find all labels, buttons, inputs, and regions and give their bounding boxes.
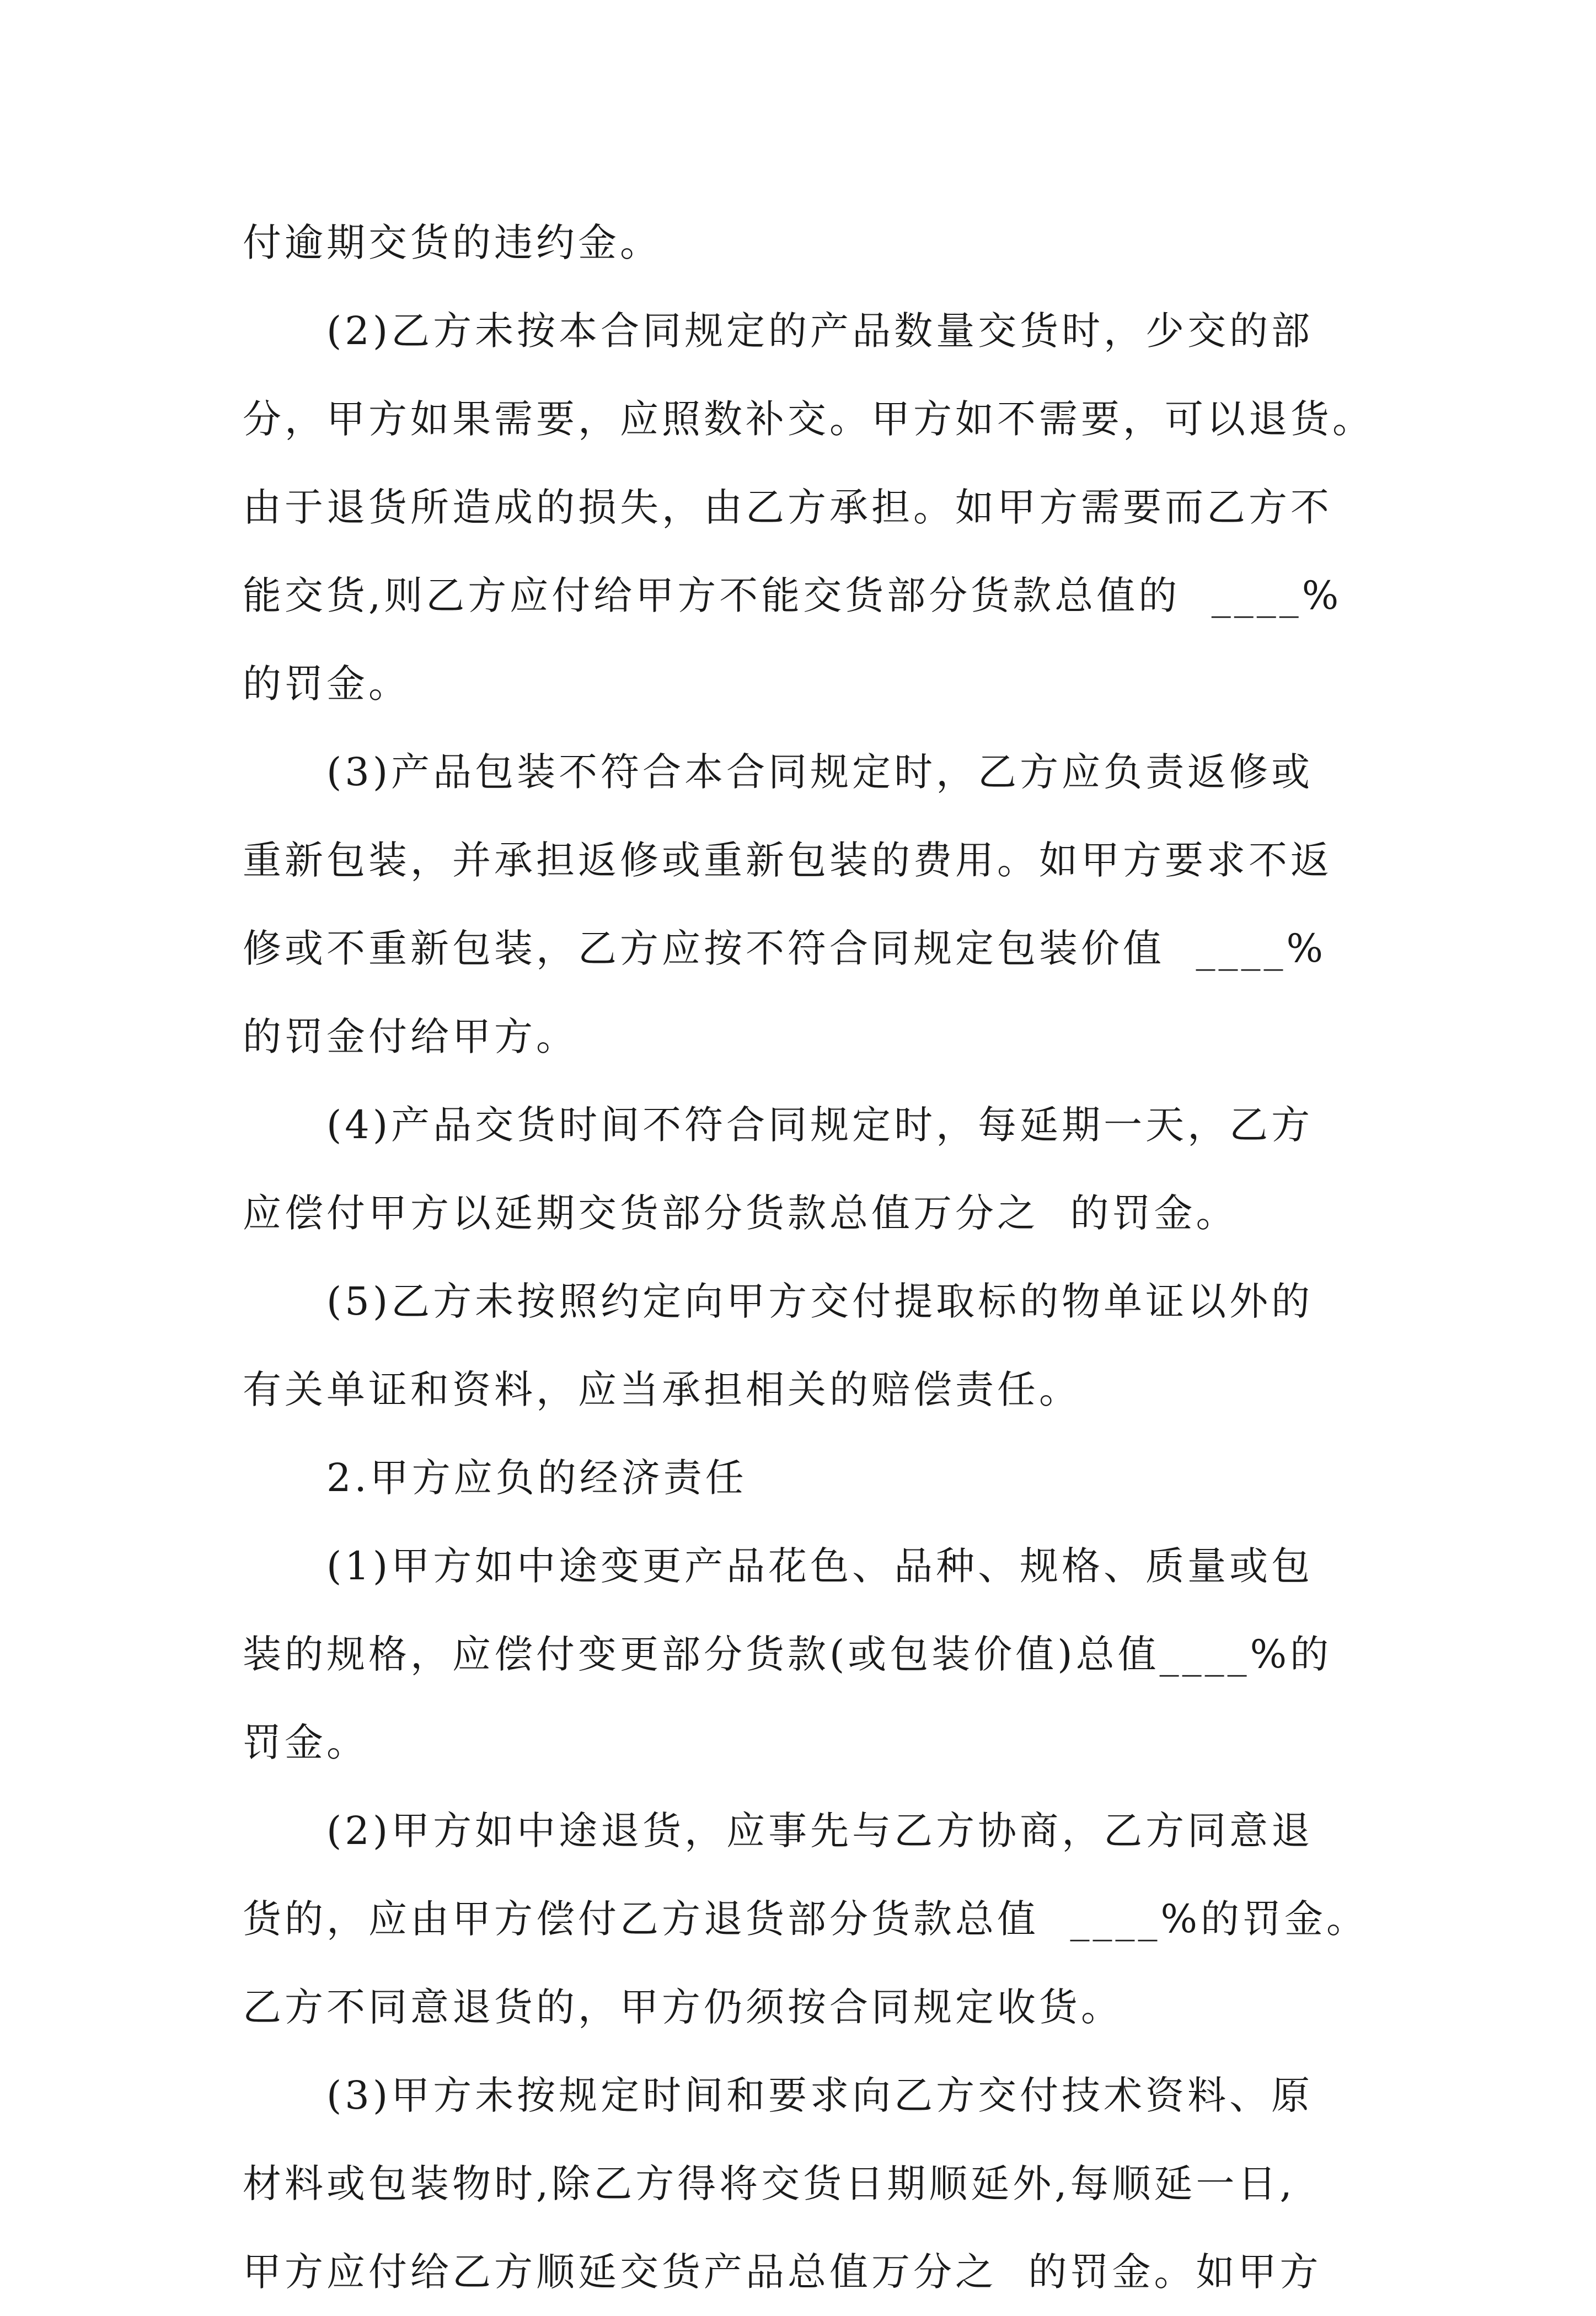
text-line: 由于退货所造成的损失，由乙方承担。如甲方需要而乙方不 [243, 485, 1332, 530]
text-line: (3)产品包装不符合本合同规定时，乙方应负责返修或 [326, 749, 1314, 795]
text-line: 分，甲方如果需要，应照数补交。甲方如不需要，可以退货。 [243, 396, 1374, 442]
paragraph-seller-quantity-shortfall [243, 287, 1373, 728]
section-heading-buyer-liability [243, 1434, 1373, 1522]
text-line: (1)甲方如中途变更产品花色、品种、规格、质量或包 [326, 1543, 1314, 1589]
paragraph-seller-late-delivery [243, 1081, 1373, 1257]
text-line: 甲方应付给乙方顺延交货产品总值万分之 的罚金。如甲方 [243, 2249, 1322, 2294]
document-body [243, 199, 1373, 2316]
text-line: 乙方不同意退货的，甲方仍须按合同规定收货。 [243, 1985, 1123, 2030]
text-line: 修或不重新包装，乙方应按不符合同规定包装价值 ____% [243, 926, 1327, 971]
paragraph-buyer-change-specs [243, 1522, 1373, 1787]
text-line: 的罚金。 [243, 661, 410, 706]
paragraph-continuation [243, 199, 1373, 287]
text-line: (4)产品交货时间不符合同规定时，每延期一天，乙方 [326, 1102, 1314, 1148]
text-line: 货的，应由甲方偿付乙方退货部分货款总值 ____%的罚金。 [243, 1896, 1369, 1942]
paragraph-buyer-return [243, 1787, 1373, 2051]
text-line: 罚金。 [243, 1720, 368, 1765]
text-line: 材料或包装物时,除乙方得将交货日期顺延外,每顺延一日, [243, 2161, 1295, 2206]
paragraph-seller-packaging [243, 728, 1373, 1081]
text-line: 的罚金付给甲方。 [243, 1014, 578, 1059]
paragraph-buyer-materials [243, 2051, 1373, 2316]
text-line: 有关单证和资料，应当承担相关的赔偿责任。 [243, 1367, 1081, 1412]
text-line: (2)乙方未按本合同规定的产品数量交货时，少交的部 [326, 308, 1314, 353]
text-line: 重新包装，并承担返修或重新包装的费用。如甲方要求不返 [243, 838, 1332, 883]
text-line: 能交货,则乙方应付给甲方不能交货部分货款总值的 ____% [243, 573, 1342, 618]
text-line: 付逾期交货的违约金。 [243, 220, 662, 265]
paragraph-seller-documents [243, 1257, 1373, 1434]
text-line: 应偿付甲方以延期交货部分货款总值万分之 的罚金。 [243, 1191, 1238, 1236]
text-line: (3)甲方未按规定时间和要求向乙方交付技术资料、原 [326, 2073, 1314, 2118]
text-line: (2)甲方如中途退货，应事先与乙方协商，乙方同意退 [326, 1808, 1314, 1853]
text-line: 2.甲方应负的经济责任 [326, 1455, 747, 1500]
text-line: 装的规格，应偿付变更部分货款(或包装价值)总值____%的 [243, 1632, 1332, 1677]
text-line: (5)乙方未按照约定向甲方交付提取标的物单证以外的 [326, 1279, 1314, 1324]
